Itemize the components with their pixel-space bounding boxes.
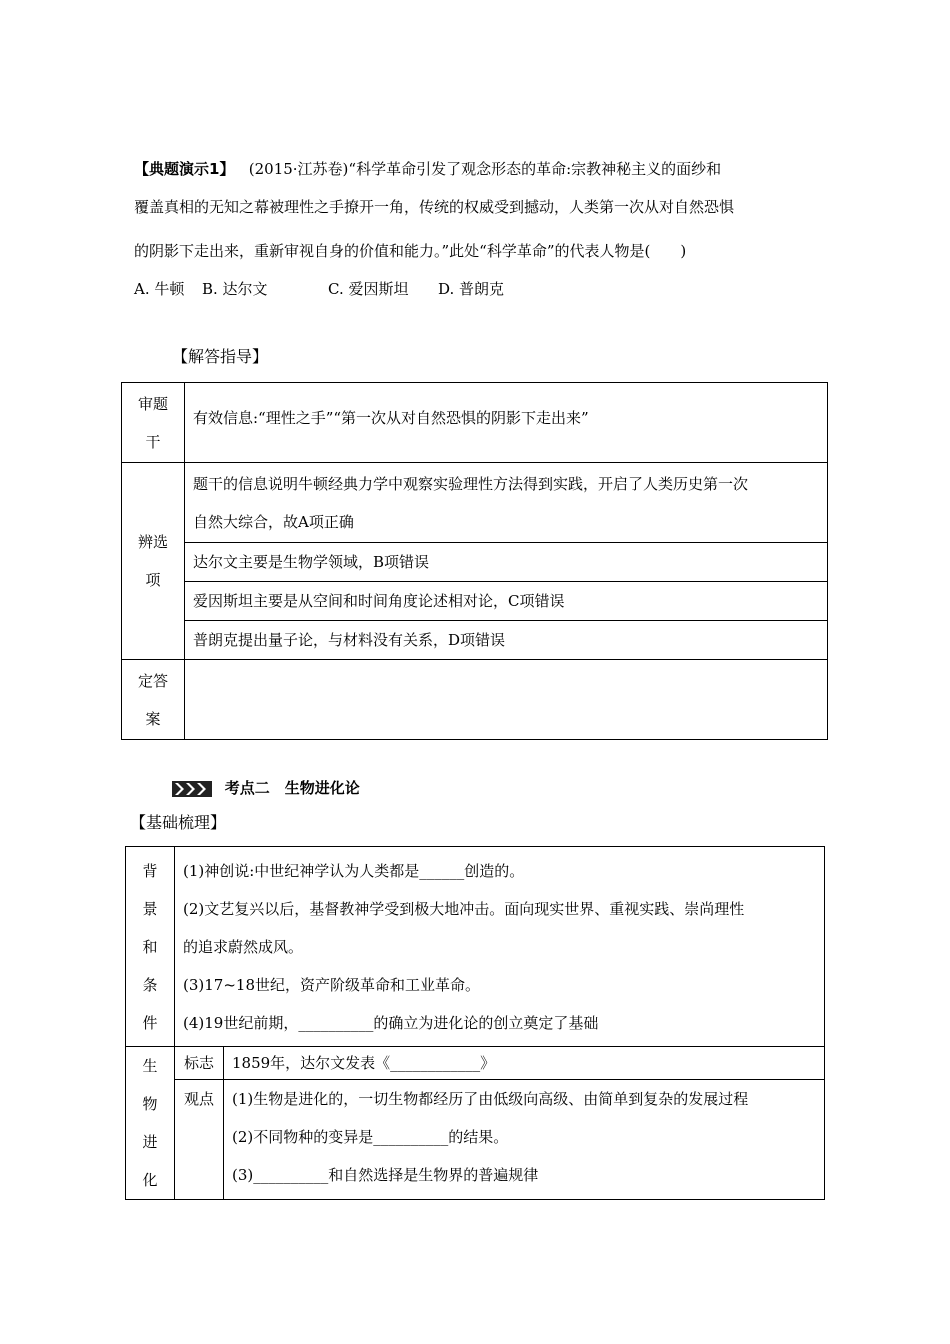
option-analysis-b: 达尔文主要是生物学领域，B项错误 — [185, 543, 828, 582]
row-text-shen: 有效信息:“理性之手”“第一次从对自然恐惧的阴影下走出来” — [185, 383, 828, 463]
view-line: (1)生物是进化的，一切生物都经历了由低级向高级、由简单到复杂的发展过程 — [232, 1089, 749, 1108]
option-a: A. 牛顿 — [134, 280, 185, 298]
label-char: 背 — [142, 861, 158, 880]
label-char: 化 — [142, 1171, 158, 1189]
label-char: 件 — [142, 1013, 158, 1032]
basics-title: 【基础梳理】 — [130, 813, 227, 832]
label-part: 辨选 — [137, 533, 168, 551]
chevron-arrows-icon — [172, 781, 212, 797]
evolution-label — [126, 1047, 175, 1200]
label-char: 生 — [142, 1057, 158, 1075]
label-part: 审题 — [137, 394, 168, 413]
background-content — [175, 847, 825, 1047]
label-char: 和 — [142, 937, 158, 956]
example-line-2: 覆盖真相的无知之幕被理性之手撩开一角，传统的权威受到撼动，人类第一次从对自然恐惧 — [134, 198, 735, 216]
analysis-line: 自然大综合，故A项正确 — [193, 512, 354, 531]
label-part: 干 — [145, 432, 161, 451]
option-d: D. 普朗克 — [438, 280, 505, 298]
view-line: (2)不同物种的变异是__________的结果。 — [232, 1127, 509, 1146]
row-label-shen — [122, 383, 185, 463]
option-b: B. 达尔文 — [202, 280, 268, 298]
guide-table — [121, 382, 828, 740]
background-line: 的追求蔚然成风。 — [183, 937, 304, 956]
label-char: 条 — [142, 975, 158, 994]
view-label: 观点 — [175, 1079, 224, 1199]
view-content — [224, 1079, 825, 1199]
section-heading — [172, 776, 360, 800]
option-analysis-d: 普朗克提出量子论，与材料没有关系，D项错误 — [185, 621, 828, 660]
example-line-3: 的阴影下走出来，重新审视自身的价值和能力。”此处“科学革命”的代表人物是( ) — [134, 242, 687, 260]
analysis-line: 题干的信息说明牛顿经典力学中观察实验理性方法得到实践，开启了人类历史第一次 — [193, 474, 749, 493]
answer-cell — [185, 660, 828, 740]
row-label-bian — [122, 463, 185, 660]
option-analysis-c: 爱因斯坦主要是从空间和时间角度论述相对论，C项错误 — [185, 582, 828, 621]
basics-table — [125, 846, 825, 1200]
sign-label: 标志 — [175, 1047, 224, 1080]
background-line: (3)17~18世纪，资产阶级革命和工业革命。 — [183, 975, 480, 994]
row-label-ding — [122, 660, 185, 740]
view-line: (3)__________和自然选择是生物界的普遍规律 — [232, 1165, 539, 1184]
example-line-1 — [134, 154, 721, 184]
label-part: 案 — [145, 709, 161, 728]
example-text-1: (2015·江苏卷)“科学革命引发了观念形态的革命:宗教神秘主义的面纱和 — [248, 160, 722, 178]
label-part: 定答 — [137, 671, 168, 690]
sign-text: 1859年，达尔文发表《____________》 — [224, 1047, 825, 1080]
label-char: 物 — [142, 1095, 158, 1113]
label-char: 进 — [142, 1133, 158, 1151]
background-line: (4)19世纪前期，__________的确立为进化论的创立奠定了基础 — [183, 1013, 599, 1032]
section-title: 考点二 生物进化论 — [224, 779, 360, 797]
label-char: 景 — [142, 899, 158, 918]
background-line: (1)神创说:中世纪神学认为人类都是______创造的。 — [183, 861, 525, 880]
background-line: (2)文艺复兴以后，基督教神学受到极大地冲击。面向现实世界、重视实践、崇尚理性 — [183, 899, 745, 918]
option-c: C. 爱因斯坦 — [328, 280, 409, 298]
background-label — [126, 847, 175, 1047]
option-analysis-a — [185, 463, 828, 543]
guide-title: 【解答指导】 — [172, 347, 269, 366]
label-part: 项 — [145, 571, 161, 589]
example-tag: 【典题演示1】 — [134, 160, 235, 178]
